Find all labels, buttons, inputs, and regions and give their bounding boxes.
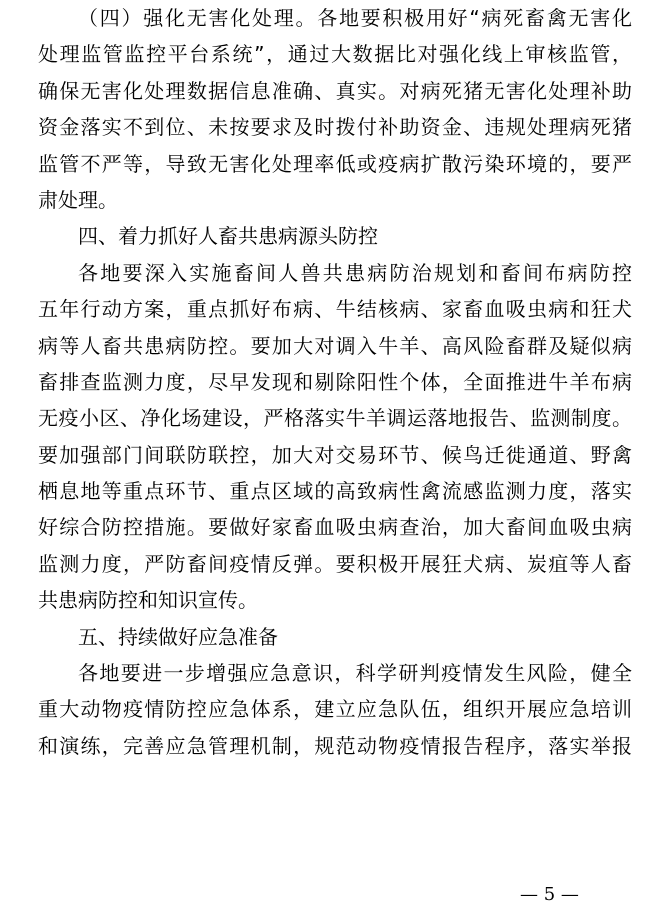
text-line: 病等人畜共患病防控。要加大对调入牛羊、高风险畜群及疑似病 (38, 333, 632, 358)
text-line: 畜排查监测力度，尽早发现和剔除阳性个体，全面推进牛羊布病 (38, 369, 632, 394)
text-line: 资金落实不到位、未按要求及时拨付补助资金、违规处理病死猪 (38, 115, 632, 140)
text-line: 无疫小区、净化场建设，严格落实牛羊调运落地报告、监测制度。 (38, 406, 632, 431)
text-line: 处理监管监控平台系统”，通过大数据比对强化线上审核监管， (38, 42, 632, 67)
section-heading: 四、着力抓好人畜共患病源头防控 (78, 224, 378, 249)
text-line: 监测力度，严防畜间疫情反弹。要积极开展狂犬病、炭疽等人畜 (38, 551, 632, 576)
section-heading: 五、持续做好应急准备 (78, 624, 278, 649)
text-line: 肃处理。 (38, 187, 118, 212)
text-line: 栖息地等重点环节、重点区域的高致病性禽流感监测力度，落实 (38, 479, 632, 504)
body-text (38, 0, 632, 764)
text-line: 和演练，完善应急管理机制，规范动物疫情报告程序，落实举报 (38, 733, 632, 758)
text-line: 共患病防控和知识宣传。 (38, 588, 258, 613)
text-line: 各地要进一步增强应急意识，科学研判疫情发生风险，健全 (78, 661, 632, 686)
page-number: — 5 — (520, 884, 579, 905)
text-line: 重大动物疫情防控应急体系，建立应急队伍，组织开展应急培训 (38, 697, 632, 722)
text-line: 各地要深入实施畜间人兽共患病防治规划和畜间布病防控 (78, 260, 632, 285)
text-line: 确保无害化处理数据信息准确、真实。对病死猪无害化处理补助 (38, 78, 632, 103)
text-line: 好综合防控措施。要做好家畜血吸虫病查治，加大畜间血吸虫病 (38, 515, 632, 540)
text-line: 监管不严等，导致无害化处理率低或疫病扩散污染环境的，要严 (38, 151, 632, 176)
text-line: （四）强化无害化处理。各地要积极用好“病死畜禽无害化 (78, 6, 632, 30)
text-line: 五年行动方案，重点抓好布病、牛结核病、家畜血吸虫病和狂犬 (38, 297, 632, 322)
text-line: 要加强部门间联防联控，加大对交易环节、候鸟迁徙通道、野禽 (38, 442, 632, 467)
